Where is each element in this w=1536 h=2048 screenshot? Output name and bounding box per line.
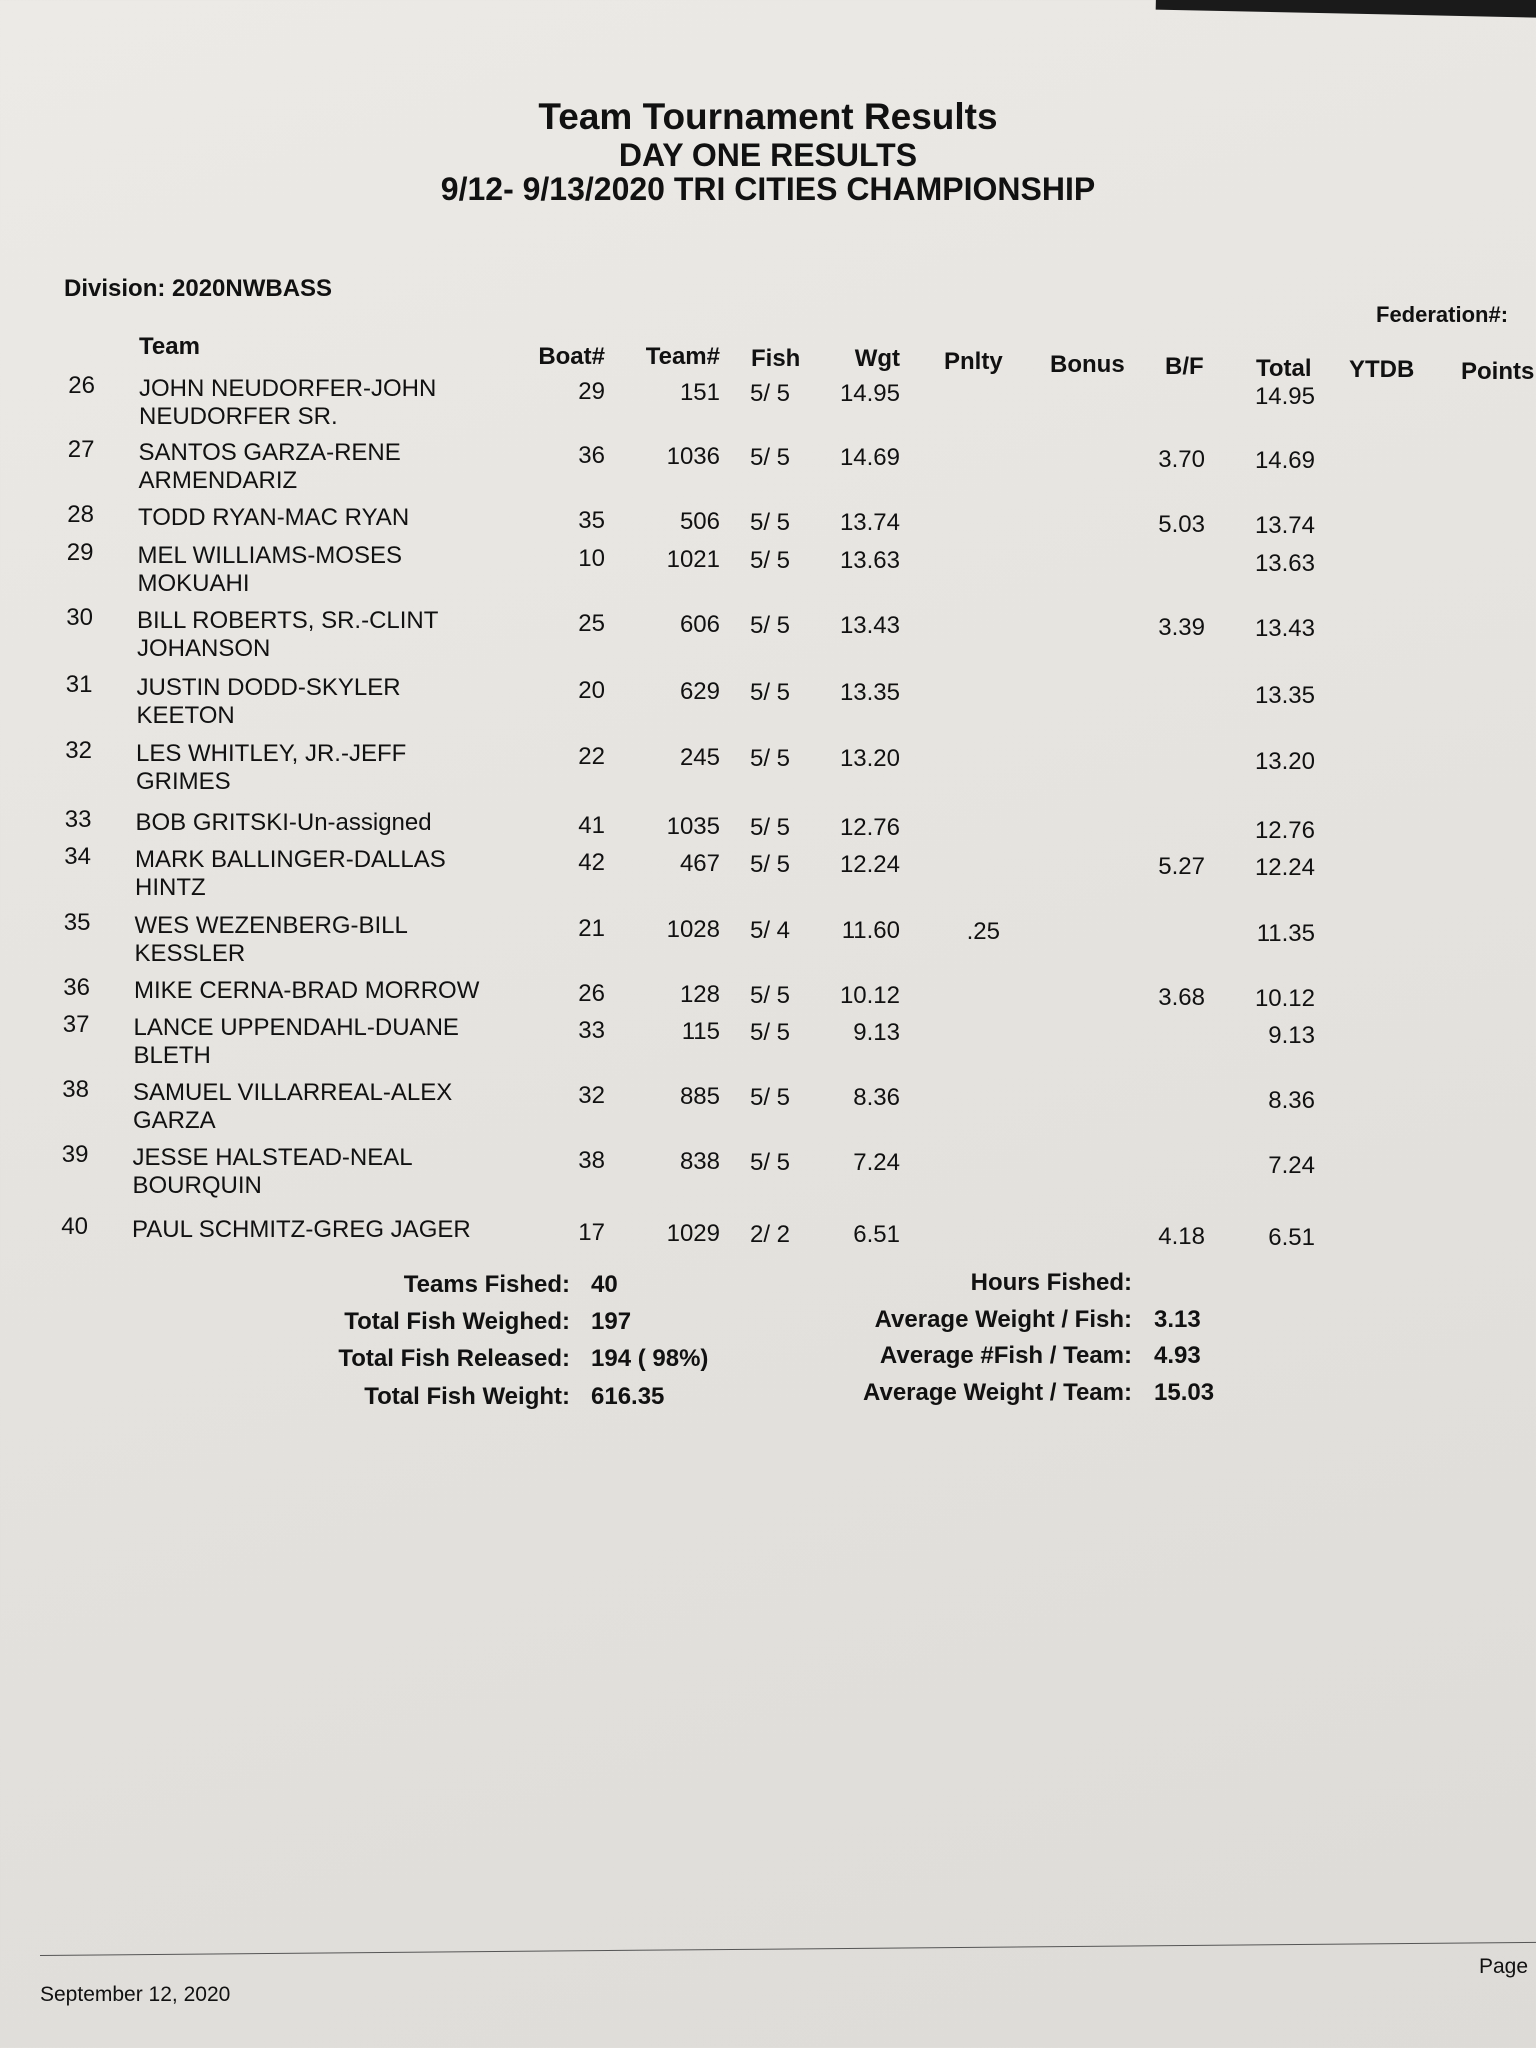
row-total: 13.63: [1254, 550, 1315, 578]
row-big-fish: 3.39: [1158, 614, 1205, 642]
summary-value: 3.13: [1154, 1306, 1201, 1333]
row-team-name-line: SANTOS GARZA-RENE: [138, 439, 401, 467]
row-boat-number: 22: [578, 742, 605, 770]
row-boat-number: 17: [578, 1218, 605, 1246]
summary-label: Average #Fish / Team:: [879, 1342, 1132, 1369]
footer-date: September 12, 2020: [40, 1983, 231, 2006]
summary-value: 15.03: [1154, 1379, 1215, 1406]
row-place: 39: [61, 1141, 89, 1169]
division-label: Division: 2020NWBASS: [64, 275, 333, 302]
row-total: 7.24: [1268, 1152, 1315, 1180]
row-fish: 5/ 5: [750, 744, 791, 772]
row-boat-number: 25: [578, 609, 605, 637]
row-team-name-line: SAMUEL VILLARREAL-ALEX: [133, 1079, 453, 1107]
row-boat-number: 10: [578, 544, 605, 572]
row-weight: 13.43: [839, 612, 900, 639]
row-team-number: 1036: [666, 442, 720, 470]
row-team-number: 506: [679, 507, 720, 535]
federation-label: Federation#:: [1376, 302, 1509, 327]
row-boat-number: 26: [578, 979, 605, 1007]
row-team-name-line: GARZA: [133, 1107, 216, 1135]
row-weight: 14.95: [839, 380, 900, 407]
row-big-fish: 3.68: [1158, 984, 1205, 1012]
footer-rule: [40, 1942, 1536, 1956]
header-big-fish: B/F: [1165, 353, 1204, 380]
row-team-name-line: JUSTIN DODD-SKYLER: [136, 674, 401, 702]
footer-page: Page: [1479, 1955, 1529, 1978]
row-big-fish: 5.03: [1158, 511, 1205, 539]
row-weight: 13.74: [839, 509, 900, 536]
row-fish: 5/ 4: [750, 916, 791, 944]
row-fish: 5/ 5: [750, 611, 791, 639]
row-fish: 5/ 5: [750, 678, 791, 706]
row-weight: 12.24: [839, 851, 900, 878]
row-place: 29: [66, 539, 94, 567]
row-fish: 5/ 5: [750, 443, 791, 471]
row-weight: 6.51: [853, 1221, 900, 1248]
row-boat-number: 36: [578, 441, 605, 469]
row-place: 33: [64, 806, 92, 834]
header-penalty: Pnlty: [944, 348, 1003, 375]
row-place: 37: [62, 1011, 90, 1039]
row-team-number: 606: [679, 610, 720, 638]
row-team-number: 1028: [666, 915, 720, 943]
row-fish: 5/ 5: [750, 981, 791, 1009]
row-team-number: 838: [679, 1147, 720, 1175]
row-team-number: 467: [679, 849, 720, 877]
header-points: Points: [1461, 358, 1535, 385]
row-place: 26: [68, 372, 95, 400]
row-team-name-line: KESSLER: [134, 940, 246, 968]
summary-label: Total Fish Weight:: [364, 1383, 570, 1410]
row-boat-number: 20: [578, 676, 605, 704]
header-bonus: Bonus: [1050, 351, 1125, 378]
row-team-name-line: BILL ROBERTS, SR.-CLINT: [137, 607, 439, 635]
row-team-number: 115: [681, 1017, 720, 1045]
row-total: 13.74: [1254, 512, 1315, 540]
row-fish: 5/ 5: [750, 546, 791, 574]
row-weight: 9.13: [853, 1019, 900, 1046]
row-team-number: 151: [679, 378, 720, 406]
header-weight: Wgt: [854, 345, 900, 372]
row-place: 30: [66, 604, 93, 632]
event-name: 9/12- 9/13/2020 TRI CITIES CHAMPIONSHIP: [440, 171, 1096, 207]
row-boat-number: 21: [578, 914, 605, 942]
row-place: 31: [65, 671, 93, 699]
row-team-name-line: PAUL SCHMITZ-GREG JAGER: [132, 1216, 471, 1244]
row-boat-number: 33: [578, 1016, 605, 1044]
row-total: 10.12: [1254, 985, 1315, 1013]
row-total: 6.51: [1268, 1224, 1315, 1252]
row-team-name-line: WES WEZENBERG-BILL: [134, 912, 408, 940]
row-weight: 13.20: [839, 745, 900, 772]
row-total: 14.69: [1254, 447, 1315, 475]
row-place: 27: [67, 436, 95, 464]
row-team-name-line: JOHANSON: [137, 635, 271, 663]
row-team-number: 1035: [666, 812, 720, 840]
row-boat-number: 38: [578, 1146, 605, 1174]
row-total: 12.76: [1254, 817, 1315, 845]
row-team-name-line: JOHN NEUDORFER-JOHN: [139, 375, 437, 403]
row-total: 13.43: [1254, 615, 1315, 643]
summary-label: Total Fish Weighed:: [344, 1308, 570, 1335]
header-team: Team: [139, 333, 200, 360]
row-team-name-line: MEL WILLIAMS-MOSES: [137, 542, 402, 570]
row-place: 32: [65, 737, 92, 765]
row-boat-number: 35: [578, 506, 605, 534]
header-fish: Fish: [751, 345, 801, 372]
row-boat-number: 41: [578, 811, 605, 839]
summary-label: Total Fish Released:: [338, 1345, 570, 1372]
row-team-number: 1029: [666, 1219, 720, 1247]
row-place: 40: [61, 1213, 88, 1241]
row-weight: 10.12: [839, 982, 900, 1009]
row-total: 12.24: [1254, 854, 1315, 882]
header-boat: Boat#: [538, 343, 605, 370]
row-place: 28: [67, 501, 94, 529]
row-team-number: 245: [679, 743, 720, 771]
row-total: 11.35: [1256, 920, 1315, 948]
summary-value: 197: [591, 1308, 632, 1335]
row-place: 34: [64, 843, 91, 871]
row-team-name-line: MARK BALLINGER-DALLAS: [135, 846, 446, 874]
row-total: 13.35: [1254, 682, 1315, 710]
row-team-name-line: BOURQUIN: [132, 1172, 262, 1200]
row-fish: 5/ 5: [750, 850, 791, 878]
row-team-name-line: HINTZ: [135, 874, 206, 902]
row-team-name-line: JESSE HALSTEAD-NEAL: [132, 1144, 413, 1172]
row-place: 36: [63, 974, 90, 1002]
row-place: 38: [62, 1076, 89, 1104]
row-team-number: 629: [679, 677, 720, 705]
summary-label: Average Weight / Team:: [863, 1379, 1132, 1406]
photo-edge-shadow: [1156, 0, 1536, 18]
row-team-name-line: BOB GRITSKI-Un-assigned: [135, 809, 432, 837]
summary-value: 194 ( 98%): [591, 1345, 709, 1372]
row-penalty: .25: [966, 918, 1000, 946]
row-big-fish: 3.70: [1158, 446, 1205, 474]
summary-label: Average Weight / Fish:: [874, 1306, 1132, 1333]
row-fish: 5/ 5: [750, 813, 791, 841]
row-team-number: 128: [679, 980, 720, 1008]
row-fish: 2/ 2: [750, 1220, 791, 1248]
row-weight: 11.60: [841, 917, 900, 944]
row-team-name-line: ARMENDARIZ: [138, 467, 298, 495]
row-team-number: 1021: [666, 545, 720, 573]
row-team-name-line: LANCE UPPENDAHL-DUANE: [133, 1014, 459, 1042]
row-weight: 14.69: [839, 444, 900, 471]
row-fish: 5/ 5: [750, 1018, 791, 1046]
row-total: 8.36: [1268, 1087, 1315, 1115]
summary-label: Hours Fished:: [970, 1269, 1132, 1296]
report-subtitle: DAY ONE RESULTS: [618, 137, 918, 173]
row-team-name-line: TODD RYAN-MAC RYAN: [138, 504, 410, 532]
row-weight: 7.24: [853, 1149, 900, 1176]
row-boat-number: 29: [578, 377, 605, 405]
summary-value: 616.35: [591, 1383, 665, 1410]
row-boat-number: 42: [578, 848, 605, 876]
summary-value: 40: [591, 1271, 618, 1298]
row-fish: 5/ 5: [750, 1148, 791, 1176]
row-weight: 12.76: [839, 814, 900, 841]
row-fish: 5/ 5: [750, 508, 791, 536]
row-weight: 13.63: [839, 547, 900, 574]
row-team-name-line: MOKUAHI: [137, 570, 250, 598]
row-fish: 5/ 5: [750, 379, 791, 407]
row-team-name-line: KEETON: [136, 702, 235, 730]
row-team-name-line: MIKE CERNA-BRAD MORROW: [134, 977, 480, 1005]
row-team-name-line: GRIMES: [136, 768, 231, 796]
row-team-name-line: LES WHITLEY, JR.-JEFF: [136, 740, 407, 768]
summary-label: Teams Fished:: [403, 1271, 570, 1298]
row-total: 13.20: [1254, 748, 1315, 776]
row-total: 9.13: [1268, 1022, 1315, 1050]
row-fish: 5/ 5: [750, 1083, 791, 1111]
row-weight: 8.36: [853, 1084, 900, 1111]
row-team-name-line: BLETH: [133, 1042, 211, 1070]
header-total: Total: [1256, 355, 1312, 382]
row-big-fish: 4.18: [1158, 1223, 1205, 1251]
row-team-name-line: NEUDORFER SR.: [139, 403, 338, 431]
row-boat-number: 32: [578, 1081, 605, 1109]
row-place: 35: [63, 909, 91, 937]
header-ytdb: YTDB: [1349, 356, 1415, 383]
row-total: 14.95: [1254, 383, 1315, 411]
header-team-number: Team#: [645, 343, 720, 370]
row-weight: 13.35: [839, 679, 900, 706]
row-big-fish: 5.27: [1158, 853, 1205, 881]
row-team-number: 885: [679, 1082, 720, 1110]
report-title: Team Tournament Results: [538, 96, 998, 137]
summary-value: 4.93: [1154, 1342, 1201, 1369]
